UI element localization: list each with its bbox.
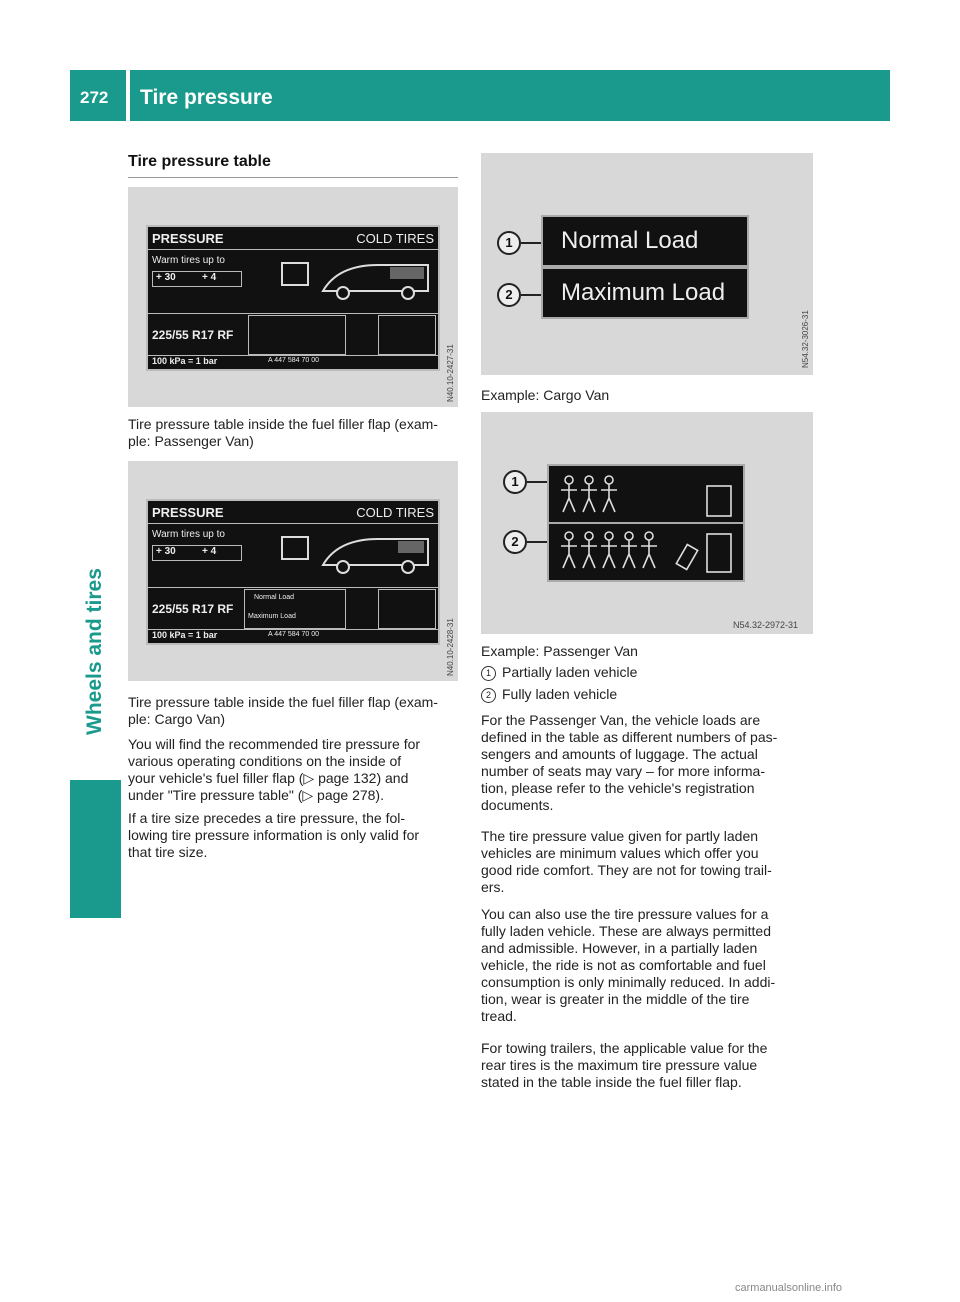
caption-passenger-van: Example: Passenger Van — [481, 643, 638, 659]
page-title: Tire pressure — [140, 86, 273, 109]
partly-laden-paragraph: The tire pressure value given for partly laden vehicles are minimum values which offer you good ride comfort. They are not for towing trail- ers. — [481, 828, 772, 895]
tire-pressure-label-cargo-van-image — [128, 461, 458, 681]
sign-header-left: PRESSURE — [152, 231, 224, 246]
van-pictogram-icon — [278, 531, 433, 579]
callout-2: 2 — [503, 530, 527, 554]
image-reference: N54.32-3026-31 — [801, 310, 810, 368]
sign-part-number: A 447 584 70 00 — [268, 631, 319, 638]
image-reference: N40.10-2428-31 — [446, 618, 455, 676]
van-pictogram-icon — [278, 257, 433, 305]
sign-header-right: COLD TIRES — [356, 505, 434, 520]
sign-header-right: COLD TIRES — [356, 231, 434, 246]
sign-unit: 100 kPa = 1 bar — [152, 356, 218, 366]
image-reference: N54.32-2972-31 — [733, 620, 799, 630]
sign-maximum-load: Maximum Load — [248, 613, 296, 620]
image-reference: N40.10-2427-31 — [446, 344, 455, 402]
section-rule — [128, 177, 458, 178]
sign-warm-kpa: + 30 — [156, 272, 176, 283]
load-labels-cargo-van-image — [481, 153, 813, 375]
pressure-label-sign — [146, 225, 440, 371]
chapter-tab-marker — [70, 780, 121, 918]
callout-1: 1 — [497, 231, 521, 255]
passenger-luggage-pictograms-icon — [557, 472, 737, 576]
page-number: 272 — [80, 88, 109, 107]
sign-part-number: A 447 584 70 00 — [268, 357, 319, 364]
pressure-label-sign — [146, 499, 440, 645]
caption-cargo-van-table: Tire pressure table inside the fuel filler flap (exam- ple: Cargo Van) — [128, 694, 438, 727]
vehicle-loads-paragraph: For the Passenger Van, the vehicle loads are defined in the table as different numbers of pas- sengers and amounts of luggage. The actual number of seats may vary – for more informa- tion, please refer to the vehicle's registration documents. — [481, 712, 778, 813]
normal-load-bar: Normal Load — [541, 215, 749, 267]
towing-paragraph: For towing trailers, the applicable value for the rear tires is the maximum tire pressure value stated in the table inside the fuel filler flap. — [481, 1040, 768, 1090]
legend-item-2: 2 Fully laden vehicle — [481, 686, 617, 703]
passenger-load-sign — [547, 464, 745, 582]
callout-2: 2 — [497, 283, 521, 307]
sign-tire-size: 225/55 R17 RF — [152, 602, 234, 616]
header-divider — [126, 70, 130, 121]
sign-warm-label: Warm tires up to — [152, 255, 225, 266]
legend-item-1: 1 Partially laden vehicle — [481, 664, 637, 681]
fully-laden-paragraph: You can also use the tire pressure values for a fully laden vehicle. These are always permitted and admissible. However, in a partially laden vehicle, the ride is not as comfortable and fuel consumption is only minimally reduced. In addi- tion, wear is greater in the middle of the tire tread. — [481, 906, 776, 1024]
sign-normal-load: Normal Load — [254, 594, 295, 601]
load-pictograms-passenger-van-image — [481, 412, 813, 634]
chapter-tab-label: Wheels and tires — [83, 568, 106, 735]
maximum-load-bar: Maximum Load — [541, 267, 749, 319]
sign-unit: 100 kPa = 1 bar — [152, 630, 218, 640]
sign-header-left: PRESSURE — [152, 505, 224, 520]
caption-cargo-van: Example: Cargo Van — [481, 387, 610, 403]
intro-paragraph: You will find the recommended tire pressure for various operating conditions on the inside of your vehicle's fuel filler flap (▷ page 132) and under "Tire pressure table" (▷ page 278). — [128, 736, 421, 803]
caption-passenger-van: Tire pressure table inside the fuel filler flap (exam- ple: Passenger Van) — [128, 416, 438, 449]
sign-warm-kpa: + 30 — [156, 546, 176, 557]
sign-warm-label: Warm tires up to — [152, 529, 225, 540]
footer-watermark: carmanualsonline.info — [735, 1282, 843, 1294]
section-title: Tire pressure table — [128, 153, 271, 170]
sign-tire-size: 225/55 R17 RF — [152, 328, 234, 342]
tire-size-paragraph: If a tire size precedes a tire pressure, the fol- lowing tire pressure information is only valid for that tire size. — [128, 810, 420, 860]
tire-pressure-label-passenger-van-image — [128, 187, 458, 407]
sign-warm-psi: + 4 — [202, 272, 217, 283]
callout-1: 1 — [503, 470, 527, 494]
sign-warm-psi: + 4 — [202, 546, 217, 557]
